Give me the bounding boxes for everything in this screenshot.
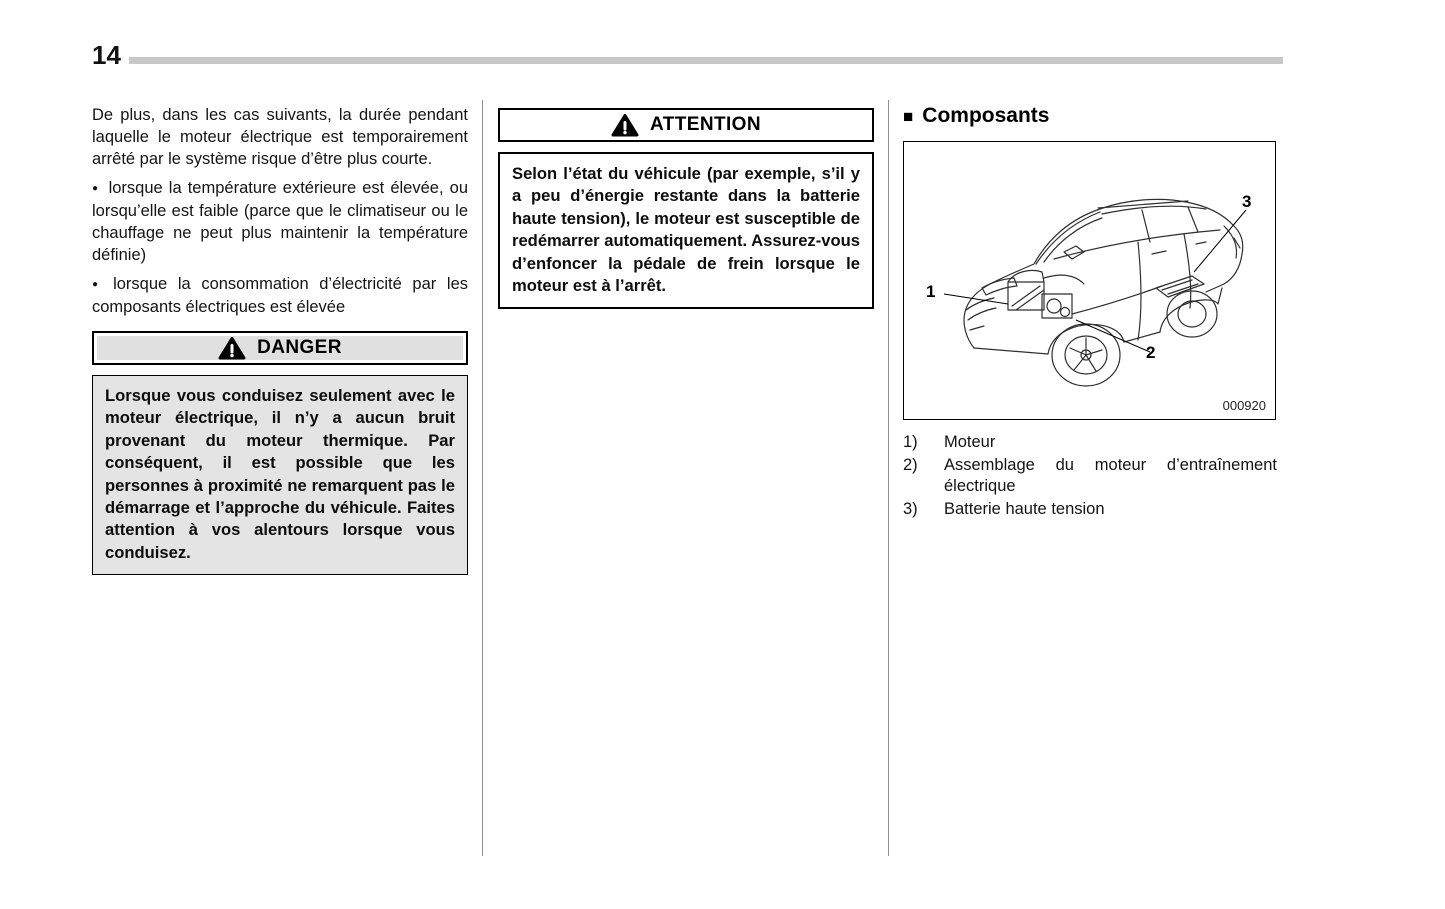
bullet-icon: ●	[92, 279, 105, 290]
warning-triangle-icon	[611, 113, 639, 138]
column-middle	[498, 104, 874, 309]
column-divider-1	[482, 100, 483, 856]
figure-code: 000920	[1222, 398, 1266, 413]
attention-title: ATTENTION	[650, 114, 761, 135]
column-right	[903, 104, 1277, 521]
list-item	[903, 455, 1277, 498]
attention-box	[498, 108, 874, 309]
column-left	[92, 104, 468, 575]
danger-box	[92, 331, 468, 575]
bullet-text-2: lorsque la consommation d’électricité par les composants électriques est élevée	[92, 275, 468, 316]
car-illustration	[904, 142, 1275, 419]
bullet-text-1: lorsque la température extérieure est élevée, ou lorsqu’elle est faible (parce que le climatiseur ou le chauffage ne peut plus maintenir la température définie)	[92, 179, 468, 264]
bullet-item-1	[92, 177, 468, 266]
page-number: 14	[92, 40, 121, 70]
list-item-label: Batterie haute tension	[944, 499, 1105, 518]
figure-callout-1: 1	[926, 282, 936, 301]
list-item	[903, 432, 1277, 454]
components-figure	[903, 141, 1276, 420]
figure-callout-2: 2	[1146, 343, 1156, 362]
bullet-item-2	[92, 273, 468, 318]
section-heading	[903, 104, 1277, 128]
figure-callout-3: 3	[1242, 192, 1252, 211]
danger-header	[92, 331, 468, 365]
warning-triangle-icon	[218, 336, 246, 361]
header-rule	[129, 57, 1283, 64]
attention-header	[498, 108, 874, 142]
list-item-number: 3)	[903, 499, 918, 518]
section-title: Composants	[922, 104, 1050, 127]
column-divider-2	[888, 100, 889, 856]
section-marker-icon: ■	[903, 106, 914, 126]
bullet-icon: ●	[92, 183, 100, 194]
danger-body: Lorsque vous conduisez seulement avec le moteur électrique, il n’y a aucun bruit provenant du moteur thermique. Par conséquent, il est possible que les personnes à proximité ne remarquent pas le démarrage et l’approche du véhicule. Faites attention à vos alentours lorsque vous conduisez.	[92, 375, 468, 575]
intro-paragraph: De plus, dans les cas suivants, la durée pendant laquelle le moteur électrique est temporairement arrêté par le système risque d’être plus courte.	[92, 106, 468, 168]
components-list	[903, 432, 1277, 520]
attention-body: Selon l’état du véhicule (par exemple, s’il y a peu d’énergie restante dans la batterie haute tension), le moteur est susceptible de redémarrer automatiquement. Assurez-vous d’enfoncer la pédale de frein lorsque le moteur est à l’arrêt.	[498, 152, 874, 309]
list-item-label: Assemblage du moteur d’entraînement électrique	[944, 455, 1277, 495]
list-item-number: 2)	[903, 455, 918, 474]
danger-title: DANGER	[257, 337, 342, 358]
list-item	[903, 499, 1277, 521]
list-item-number: 1)	[903, 433, 918, 451]
list-item-label: Moteur	[944, 433, 996, 451]
